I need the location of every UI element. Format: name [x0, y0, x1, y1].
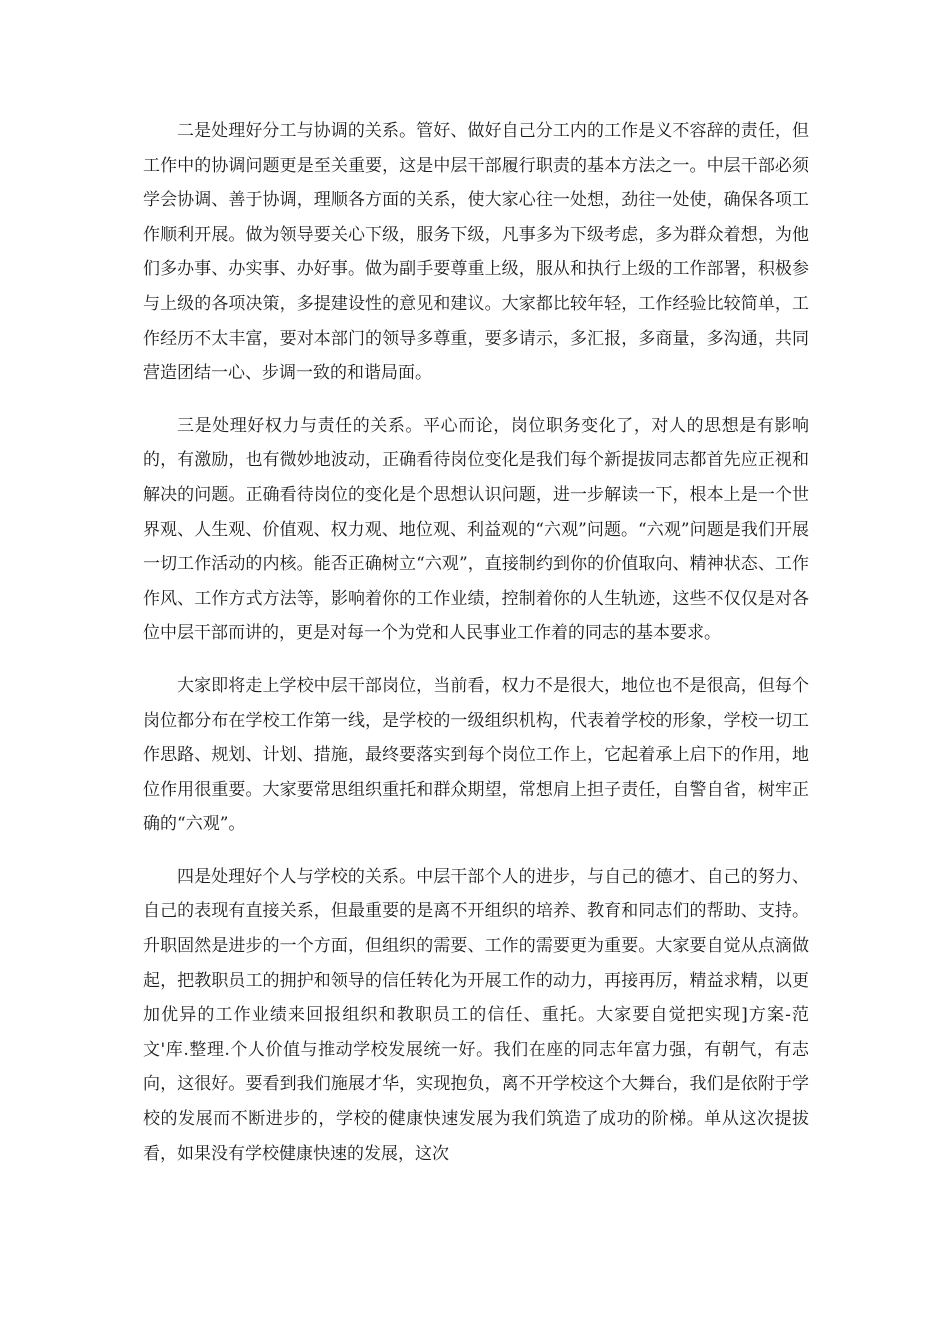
paragraph-division-coordination: 二是处理好分工与协调的关系。管好、做好自己分工内的工作是义不容辞的责任，但工作中的协调问题更是至关重要，这是中层干部履行职责的基本方法之一。中层干部必须学会协调、善于协调，理顺各方面的关系，使大家心往一处想，劲往一处使，确保各项工作顺利开展。做为领导要关心下级，服务下级，凡事多为下级考虑，多为群众着想，为他们多办事、办实事、办好事。做为副手要尊重上级，服从和执行上级的工作部署，积极参与上级的各项决策，多提建设性的意见和建议。大家都比较年轻，工作经验比较简单，工作经历不太丰富，要对本部门的领导多尊重，要多请示，多汇报，多商量，多沟通，共同营造团结一心、步调一致的和谐局面。	[143, 121, 809, 384]
paragraph-power-responsibility: 三是处理好权力与责任的关系。平心而论，岗位职务变化了，对人的思想是有影响的，有激励，也有微妙地波动，正确看待岗位变化是我们每个新提拔同志都首先应正视和解决的问题。正确看待岗位的变化是个思想认识问题，进一步解读一下，根本上是一个世界观、人生观、价值观、权力观、地位观、利益观的“六观”问题。“六观”问题是我们开展一切工作活动的内核。能否正确树立“六观”，直接制约到你的价值取向、精神状态、工作作风、工作方式方法等，影响着你的工作业绩，控制着你的人生轨迹，这些不仅仅是对各位中层干部而讲的，更是对每一个为党和人民事业工作着的同志的基本要求。	[143, 415, 809, 644]
paragraph-individual-school: 四是处理好个人与学校的关系。中层干部个人的进步，与自己的德才、自己的努力、自己的表现有直接关系，但最重要的是离不开组织的培养、教育和同志们的帮助、支持。升职固然是进步的一个方面，但组织的需要、工作的需要更为重要。大家要自觉从点滴做起，把教职员工的拥护和领导的信任转化为开展工作的动力，再接再厉，精益求精，以更加优异的工作业绩来回报组织和教职员工的信任、重托。大家要自觉把实现]方案-范文'库.整理.个人价值与推动学校发展统一好。我们在座的同志年富力强，有朝气，有志向，这很好。要看到我们施展才华，实现抱负，离不开学校这个大舞台，我们是依附于学校的发展而不断进步的，学校的健康快速发展为我们筑造了成功的阶梯。单从这次提拔看，如果没有学校健康快速的发展，这次	[143, 866, 809, 1164]
document-body	[143, 114, 809, 1189]
paragraph-six-views: 大家即将走上学校中层干部岗位，当前看，权力不是很大，地位也不是很高，但每个岗位都分布在学校工作第一线，是学校的一级组织机构，代表着学校的形象，学校一切工作思路、规划、计划、措施，最终要落实到每个岗位工作上，它起着承上启下的作用，地位作用很重要。大家要常思组织重托和群众期望，常想肩上担子责任，自警自省，树牢正确的“六观”。	[143, 675, 809, 835]
